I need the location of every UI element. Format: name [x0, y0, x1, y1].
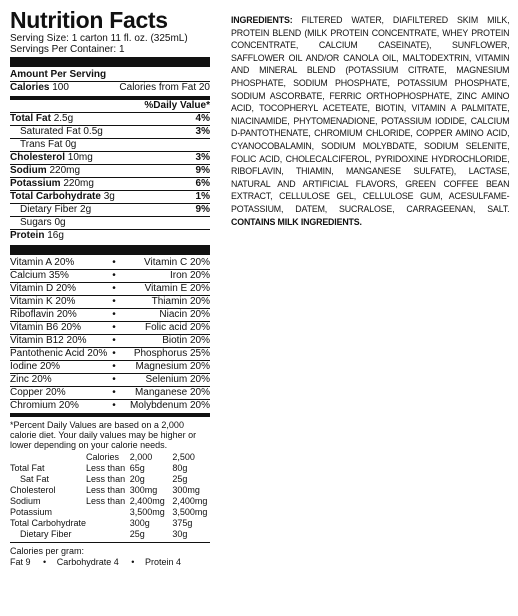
- nutrient-amount: 3g: [103, 191, 115, 202]
- vitamin-row: [10, 348, 210, 360]
- nutrient-label-group: [10, 152, 93, 164]
- daily-value-header-row: [10, 100, 210, 112]
- dv-table-row: [10, 474, 210, 485]
- footnote: *Percent Daily Values are based on a 2,000 calorie diet. Your daily values may be higher or lower depending on your calorie needs.: [10, 420, 197, 450]
- nutrient-row: [10, 165, 210, 177]
- cpg-fat: Fat 9: [10, 557, 31, 567]
- vitamin-right: Vitamin E 20%: [144, 283, 210, 294]
- dv-table-cell: Total Fat: [10, 463, 45, 473]
- vitamin-row: [10, 309, 210, 321]
- calories-per-gram-label: Calories per gram:: [10, 546, 85, 556]
- nutrient-row: [10, 230, 210, 242]
- nutrient-label: Sugars: [20, 217, 52, 228]
- vitamin-right: Biotin 20%: [162, 335, 210, 346]
- nutrient-dv: 4%: [195, 113, 210, 124]
- dv-table-cell: 300mg: [129, 485, 158, 495]
- dv-table-cell: 25g: [172, 474, 188, 484]
- dv-table-cell: [86, 518, 130, 529]
- nutrient-dv: 9%: [195, 204, 210, 215]
- daily-value-table: [10, 452, 210, 540]
- vitamin-left: Zinc 20%: [10, 374, 52, 385]
- vitamin-left: Vitamin K 20%: [10, 296, 76, 307]
- nutrient-amount: 16g: [47, 230, 64, 241]
- nutrition-facts-title: Nutrition Facts: [10, 7, 168, 33]
- bullet: •: [112, 257, 116, 268]
- dv-table-cell: 2,400mg: [172, 496, 208, 506]
- dv-table-cell: 300mg: [172, 485, 200, 495]
- ingredients-label: INGREDIENTS:: [231, 15, 293, 25]
- vitamin-left: Iodine 20%: [10, 361, 61, 372]
- bullet: •: [112, 309, 116, 320]
- dv-table-cell: Calories: [86, 452, 120, 462]
- bullet: •: [112, 270, 116, 281]
- nutrient-row: [10, 152, 210, 164]
- dv-table-cell: [86, 529, 130, 540]
- dv-table-cell: Cholesterol: [10, 485, 56, 495]
- servings-per-container: Servings Per Container: 1: [10, 44, 125, 55]
- calories-per-gram-values: [10, 557, 210, 568]
- vitamin-left: Calcium 35%: [10, 270, 69, 281]
- dv-table-row: [10, 518, 210, 529]
- ingredients-block: [231, 14, 509, 228]
- vitamin-right: Niacin 20%: [159, 309, 210, 320]
- dv-table-cell: Less than: [86, 485, 126, 495]
- nutrient-label-group: [20, 139, 76, 151]
- dv-table-row: [10, 463, 210, 474]
- dv-table-header: [10, 452, 210, 463]
- vitamin-left: Pantothenic Acid 20%: [10, 348, 108, 359]
- vitamin-left: Chromium 20%: [10, 400, 79, 411]
- dv-table-cell: 25g: [129, 529, 145, 539]
- nutrients-list: [10, 113, 210, 242]
- dv-table-cell: 2,400mg: [129, 496, 165, 506]
- dv-table-cell: 375g: [172, 518, 193, 528]
- nutrient-row: [10, 139, 210, 151]
- nutrient-row: [10, 204, 210, 216]
- vitamin-right: Selenium 20%: [145, 374, 210, 385]
- nutrient-label: Potassium: [10, 178, 61, 189]
- bullet: •: [112, 283, 116, 294]
- nutrient-amount: 0.5g: [83, 126, 103, 137]
- vitamin-right: Phosphorus 25%: [133, 348, 210, 359]
- bullet: •: [112, 374, 116, 385]
- nutrient-row: [10, 217, 210, 229]
- dv-table-cell: Total Carbohydrate: [10, 518, 87, 528]
- nutrient-amount: 0g: [65, 139, 77, 150]
- dv-table-row: [10, 496, 210, 507]
- vitamin-right: Folic acid 20%: [144, 322, 210, 333]
- thick-divider: [10, 57, 210, 67]
- nutrient-row: [10, 191, 210, 203]
- nutrient-dv: 3%: [195, 152, 210, 163]
- thick-divider: [10, 245, 210, 255]
- dv-table-cell: Sodium: [10, 496, 41, 506]
- nutrition-facts-panel: [10, 8, 210, 568]
- divider: [10, 542, 210, 543]
- vitamin-left: Copper 20%: [10, 387, 66, 398]
- vitamin-right: Iron 20%: [169, 270, 210, 281]
- nutrient-label-group: [10, 191, 115, 203]
- calories-per-gram: [10, 546, 210, 568]
- nutrient-row: [10, 126, 210, 138]
- nutrient-label: Sodium: [10, 165, 47, 176]
- nutrient-label: Cholesterol: [10, 152, 66, 163]
- vitamin-left: Vitamin B12 20%: [10, 335, 87, 346]
- cpg-protein: Protein 4: [144, 557, 181, 567]
- contains-statement: CONTAINS MILK INGREDIENTS.: [231, 216, 362, 227]
- bullet: •: [112, 322, 116, 333]
- nutrient-row: [10, 178, 210, 190]
- dv-table-cell: [86, 507, 130, 518]
- dv-table-cell: 300g: [129, 518, 150, 528]
- nutrient-dv: 9%: [195, 165, 210, 176]
- vitamin-row: [10, 400, 210, 412]
- vitamin-row: [10, 257, 210, 269]
- dv-table-cell: Less than: [86, 496, 126, 506]
- nutrient-row: [10, 113, 210, 125]
- dv-table-cell: 3,500mg: [172, 507, 208, 517]
- nutrient-amount: 10mg: [67, 152, 93, 163]
- nutrient-label-group: [20, 126, 103, 138]
- vitamins-list: [10, 257, 210, 412]
- nutrient-amount: 220mg: [63, 178, 94, 189]
- dv-table-cell: 20g: [129, 474, 145, 484]
- dv-table-row: [10, 485, 210, 496]
- bullet: •: [112, 387, 116, 398]
- nutrient-label-group: [10, 178, 94, 190]
- amount-per-serving: Amount Per Serving: [10, 69, 107, 80]
- vitamin-left: Riboflavin 20%: [10, 309, 77, 320]
- vitamin-row: [10, 283, 210, 295]
- bullet: •: [112, 361, 116, 372]
- vitamin-right: Manganese 20%: [134, 387, 210, 398]
- vitamin-row: [10, 322, 210, 334]
- ingredients-text: FILTERED WATER, DIAFILTERED SKIM MILK, PROTEIN BLEND (MILK PROTEIN CONCENTRATE, WHEY PROTEIN CONCENTRATE, CALCIUM CASEINATE), SUNFLOWER, SAFFLOWER OIL AND/OR CANOLA OIL, MALTODEXTRIN, VITAMIN AND MINERAL BLEND (POTASSIUM CITRATE, MAGNESIUM PHOSPHATE, SODIUM PHOSPHATE, POTASSIUM PHOSPHATE, SODIUM ASCORBATE, FERRIC ORTHOPHOSPHATE, ZINC AMINO ACID, TOCOPHERYL ACETEATE, BIOTIN, VITAMIN A PALMITATE, NIACINAMIDE, PHYTOMENADIONE, POTASSIUM IODIDE, CALCIUM D-PANTOTHENATE, CHROMIUM CHLORIDE, COPPER AMINO ACID, CYANOCOBALAMIN, SODIUM MOLYBDATE, SODIUM SELENITE, FOLIC ACID, CHOLECALCIFEROL, PYRIDOXINE HYDROCHLORIDE, RIBOFLAVIN, THIAMIN, MANGANESE SULFATE), LACTASE, NATURAL AND ARTIFICIAL FLAVORS, GREEN COFFEE BEAN EXTRACT, CELLULOSE GEL, CELLULOSE GUM, ACESULFAME-POTASSIUM, DATEM, SUCRALOSE, CARRAGEENAN, SALT.: [231, 15, 510, 214]
- dv-table-row: [10, 529, 210, 540]
- calories-value: 100: [52, 82, 69, 93]
- dv-table-cell: 2,500: [172, 452, 195, 462]
- nutrient-amount: 2.5g: [53, 113, 74, 124]
- nutrient-amount: 0g: [54, 217, 66, 228]
- nutrient-label-group: [10, 113, 73, 125]
- nutrient-dv: 1%: [195, 191, 210, 202]
- serving-size: Serving Size: 1 carton 11 fl. oz. (325mL): [10, 33, 188, 44]
- dv-table-cell: Less than: [86, 463, 126, 473]
- vitamin-row: [10, 374, 210, 386]
- bullet: •: [112, 335, 116, 346]
- dv-table-row: [10, 507, 210, 518]
- nutrient-label-group: [20, 204, 91, 216]
- nutrient-amount: 2g: [80, 204, 92, 215]
- calories-label: Calories: [10, 82, 50, 93]
- bullet: •: [112, 296, 116, 307]
- vitamin-row: [10, 361, 210, 373]
- vitamin-right: Magnesium 20%: [135, 361, 210, 372]
- dv-table-cell: 65g: [129, 463, 145, 473]
- nutrient-label-group: [10, 230, 64, 242]
- nutrient-dv: 3%: [195, 126, 210, 137]
- calories-row: [10, 82, 210, 94]
- dv-table-cell: Sat Fat: [20, 474, 50, 484]
- bullet: •: [112, 400, 116, 411]
- nutrient-amount: 220mg: [49, 165, 81, 176]
- nutrient-label: Protein: [10, 230, 45, 241]
- vitamin-row: [10, 335, 210, 347]
- vitamin-right: Molybdenum 20%: [129, 400, 210, 411]
- dv-table-cell: 80g: [172, 463, 188, 473]
- nutrient-label: Trans Fat: [20, 139, 63, 150]
- vitamin-row: [10, 270, 210, 282]
- medium-divider: [10, 413, 210, 417]
- nutrient-dv: 6%: [195, 178, 210, 189]
- vitamin-row: [10, 387, 210, 399]
- nutrient-label: Dietary Fiber: [20, 204, 78, 215]
- dv-table-cell: Potassium: [10, 507, 53, 517]
- bullet: •: [112, 348, 116, 359]
- calories-from-fat: Calories from Fat 20: [119, 82, 210, 93]
- nutrient-label: Total Carbohydrate: [10, 191, 101, 202]
- cpg-carbohydrate: Carbohydrate 4: [56, 557, 119, 567]
- daily-value-header: %Daily Value*: [144, 100, 210, 111]
- nutrient-label: Total Fat: [10, 113, 51, 124]
- dv-table-cell: 30g: [172, 529, 188, 539]
- bullet: •: [43, 557, 47, 567]
- bullet: •: [131, 557, 135, 567]
- vitamin-right: Vitamin C 20%: [144, 257, 210, 268]
- vitamin-left: Vitamin B6 20%: [10, 322, 81, 333]
- dv-table-cell: [10, 452, 86, 463]
- dv-table-cell: Dietary Fiber: [20, 529, 72, 539]
- vitamin-left: Vitamin A 20%: [10, 257, 75, 268]
- dv-table-cell: Less than: [86, 474, 126, 484]
- dv-table-cell: 3,500mg: [129, 507, 165, 517]
- vitamin-right: Thiamin 20%: [151, 296, 210, 307]
- dv-table-cell: 2,000: [129, 452, 153, 462]
- vitamin-row: [10, 296, 210, 308]
- nutrient-label-group: [10, 165, 80, 177]
- nutrient-label-group: [20, 217, 66, 229]
- vitamin-left: Vitamin D 20%: [10, 283, 76, 294]
- nutrient-label: Saturated Fat: [20, 126, 81, 137]
